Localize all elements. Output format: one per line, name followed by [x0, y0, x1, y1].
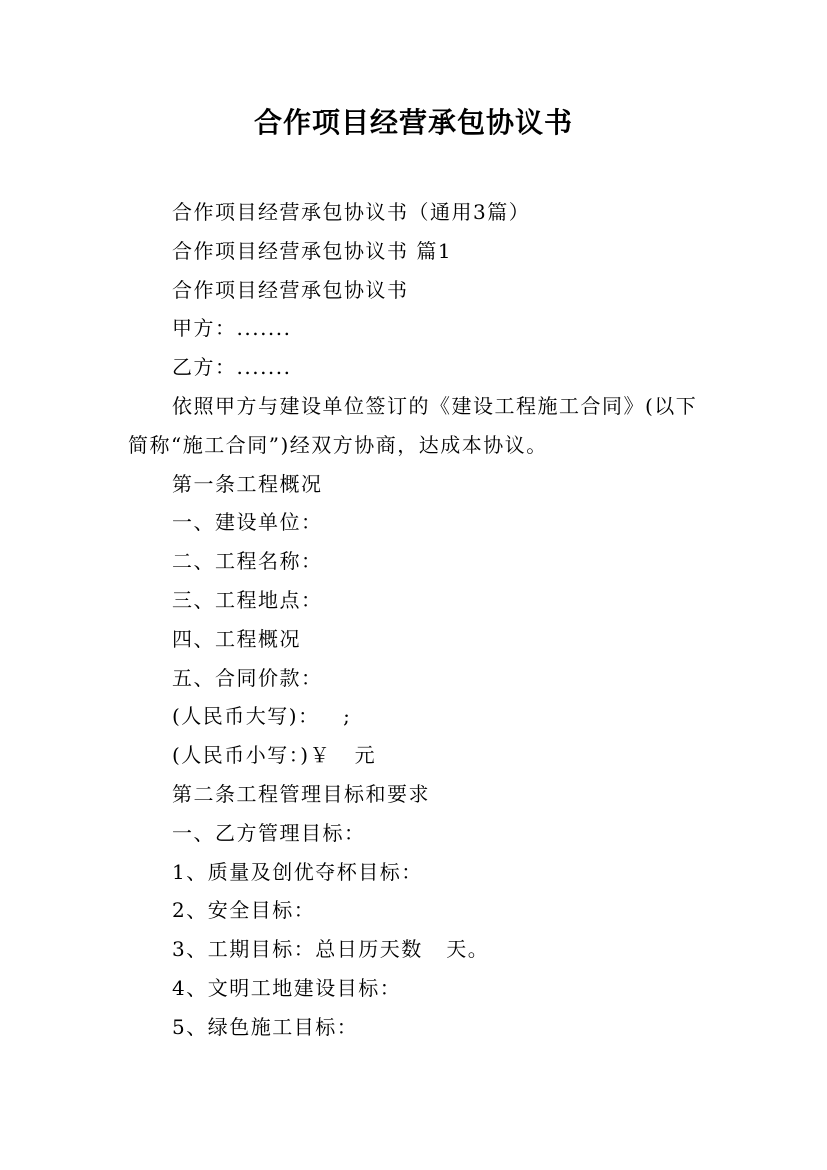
- paragraph-schedule-goal: 3、工期目标：总日历天数 天。: [172, 937, 490, 962]
- document-body: [128, 193, 708, 1047]
- paragraph-project-name: 二、工程名称：: [172, 549, 323, 574]
- paragraph-article-2-heading: 第二条工程管理目标和要求: [172, 781, 430, 806]
- paragraph-project-location: 三、工程地点：: [172, 587, 323, 612]
- paragraph-series-title: 合作项目经营承包协议书（通用3篇）: [172, 200, 531, 224]
- paragraph-price-lowercase: (人民币小写：)￥ 元: [172, 743, 377, 768]
- paragraph-green-construction-goal: 5、绿色施工目标：: [172, 1014, 359, 1039]
- paragraph-part-heading: 合作项目经营承包协议书 篇1: [172, 238, 453, 263]
- paragraph-party-a: 甲方：.......: [172, 316, 292, 341]
- paragraph-quality-goal: 1、质量及创优夺杯目标：: [172, 859, 423, 884]
- paragraph-party-b-goals: 一、乙方管理目标：: [172, 820, 366, 845]
- paragraph-article-1-heading: 第一条工程概况: [172, 471, 323, 496]
- paragraph-civilized-site-goal: 4、文明工地建设目标：: [172, 975, 402, 1000]
- paragraph-construction-unit: 一、建设单位：: [172, 510, 323, 535]
- paragraph-agreement-title: 合作项目经营承包协议书: [172, 277, 409, 302]
- paragraph-preamble: 依照甲方与建设单位签订的《建设工程施工合同》(以下简称“施工合同”)经双方协商，达成本协议。: [128, 393, 698, 457]
- document-title: 合作项目经营承包协议书: [253, 106, 573, 139]
- paragraph-contract-price: 五、合同价款：: [172, 665, 323, 690]
- paragraph-price-uppercase: (人民币大写)： ;: [172, 704, 352, 729]
- paragraph-safety-goal: 2、安全目标：: [172, 898, 316, 923]
- paragraph-project-overview: 四、工程概况: [172, 626, 301, 651]
- paragraph-party-b: 乙方：.......: [172, 355, 292, 380]
